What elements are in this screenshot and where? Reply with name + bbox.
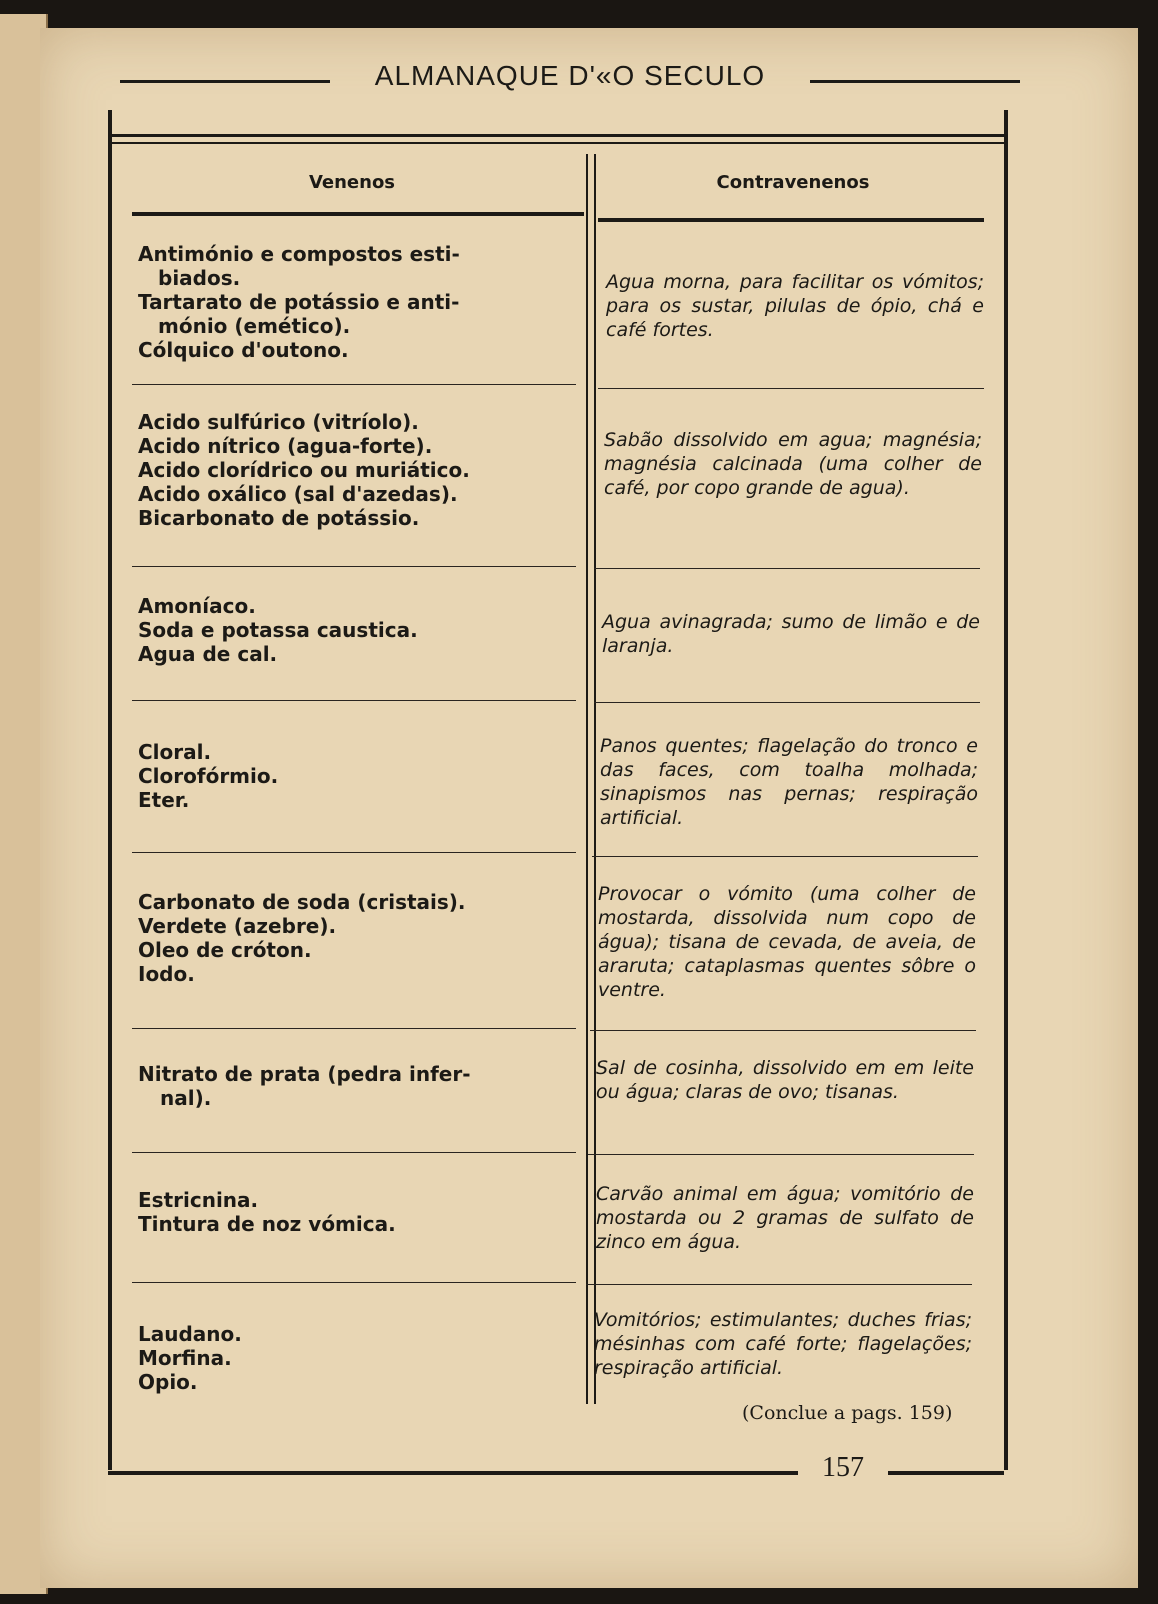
poison-line: Tartarato de potássio e anti- xyxy=(138,290,460,314)
row-8-antidote: Vomitórios; estimulantes; duches frias; mésinhas com café forte; flagelações; respiração artificial. xyxy=(594,1309,972,1379)
row-separator xyxy=(132,1028,576,1029)
row-1-antidote: Agua morna, para facilitar os vómitos; para os sustar, pilulas de ópio, chá e café fortes. xyxy=(606,271,984,341)
poison-line: Acido clorídrico ou muriático. xyxy=(138,458,470,482)
poison-line: Tintura de noz vómica. xyxy=(138,1212,396,1236)
header-underline-left xyxy=(132,212,584,216)
row-separator xyxy=(132,852,576,853)
poison-line: Iodo. xyxy=(138,962,195,986)
row-2-antidote: Sabão dissolvido em agua; magnésia; magnésia calcinada (uma colher de café, por copo grande de agua). xyxy=(604,429,982,499)
poison-line: Soda e potassa caustica. xyxy=(138,618,418,642)
poison-line: Bicarbonato de potássio. xyxy=(138,506,420,530)
poison-line: Cloral. xyxy=(138,740,212,764)
poison-line: Clorofórmio. xyxy=(138,764,279,788)
poison-line: Agua de cal. xyxy=(138,642,278,666)
poison-line: Carbonato de soda (cristais). xyxy=(138,890,466,914)
row-5-antidote: Provocar o vómito (uma colher de mostarda, dissolvida num copo de água); tisana de cevada, de aveia, de araruta; cataplasmas quentes sôbre o ventre. xyxy=(598,883,976,1001)
row-separator xyxy=(588,1154,974,1155)
header-underline-right xyxy=(598,218,984,222)
continuation-note: (Conclue a pags. 159) xyxy=(742,1402,953,1424)
header-title: ALMANAQUE D'«O SECULO xyxy=(374,60,766,91)
row-2-poisons xyxy=(138,410,518,530)
footer-rule-right xyxy=(888,1471,1004,1475)
column-header-contravenenos: Contravenenos xyxy=(716,172,870,193)
poison-line: biados. xyxy=(158,266,241,290)
row-separator xyxy=(132,1152,576,1153)
poison-line: Eter. xyxy=(138,788,190,812)
table-top-rule xyxy=(112,134,1004,137)
page-footer xyxy=(108,1452,1004,1510)
row-6-antidote: Sal de cosinha, dissolvido em em leite ou água; claras de ovo; tisanas. xyxy=(596,1057,974,1103)
row-separator xyxy=(594,568,980,569)
row-7-poisons xyxy=(138,1188,518,1236)
poison-line: Laudano. xyxy=(138,1322,242,1346)
row-5-poisons xyxy=(138,890,518,986)
row-separator xyxy=(592,856,978,857)
row-separator xyxy=(590,1030,976,1031)
row-4-poisons xyxy=(138,740,518,812)
row-separator xyxy=(132,566,576,567)
poison-line: Verdete (azebre). xyxy=(138,914,337,938)
row-7-antidote: Carvão animal em água; vomitório de mostarda ou 2 gramas de sulfato de zinco em água. xyxy=(596,1183,974,1253)
poison-line: Opio. xyxy=(138,1370,198,1394)
poison-line: Acido nítrico (agua-forte). xyxy=(138,434,433,458)
row-separator xyxy=(594,702,980,703)
poison-line: Cólquico d'outono. xyxy=(138,338,349,362)
row-separator xyxy=(132,1282,576,1283)
row-3-antidote: Agua avinagrada; sumo de limão e de laranja. xyxy=(602,611,980,657)
row-8-poisons xyxy=(138,1322,518,1394)
page-number: 157 xyxy=(822,1452,864,1483)
row-separator xyxy=(132,384,576,385)
column-divider xyxy=(586,154,596,1404)
header-rule-right xyxy=(810,80,1020,83)
poison-line: Acido oxálico (sal d'azedas). xyxy=(138,482,458,506)
poison-line: Nitrato de prata (pedra infer- xyxy=(138,1062,471,1086)
poison-line: Estricnina. xyxy=(138,1188,259,1212)
running-header xyxy=(120,60,1020,100)
poison-table xyxy=(108,110,1008,1470)
poison-line: Amoníaco. xyxy=(138,594,256,618)
row-3-poisons xyxy=(138,594,518,666)
footer-rule-left xyxy=(108,1471,798,1475)
poison-line: Oleo de cróton. xyxy=(138,938,312,962)
column-header-venenos: Venenos xyxy=(308,172,396,193)
row-6-poisons xyxy=(138,1062,518,1110)
row-4-antidote: Panos quentes; flagelação do tronco e das faces, com toalha molhada; sinapismos nas pernas; respiração artificial. xyxy=(600,735,978,829)
row-separator xyxy=(586,1284,972,1285)
row-separator xyxy=(598,388,984,389)
poison-line: Morfina. xyxy=(138,1346,232,1370)
row-separator xyxy=(132,700,576,701)
poison-line: Antimónio e compostos esti- xyxy=(138,242,460,266)
poison-line: Acido sulfúrico (vitríolo). xyxy=(138,410,419,434)
poison-line: nal). xyxy=(160,1086,212,1110)
poison-line: mónio (emético). xyxy=(158,314,351,338)
row-1-poisons xyxy=(138,242,518,362)
table-top-rule-thin xyxy=(112,142,1004,144)
